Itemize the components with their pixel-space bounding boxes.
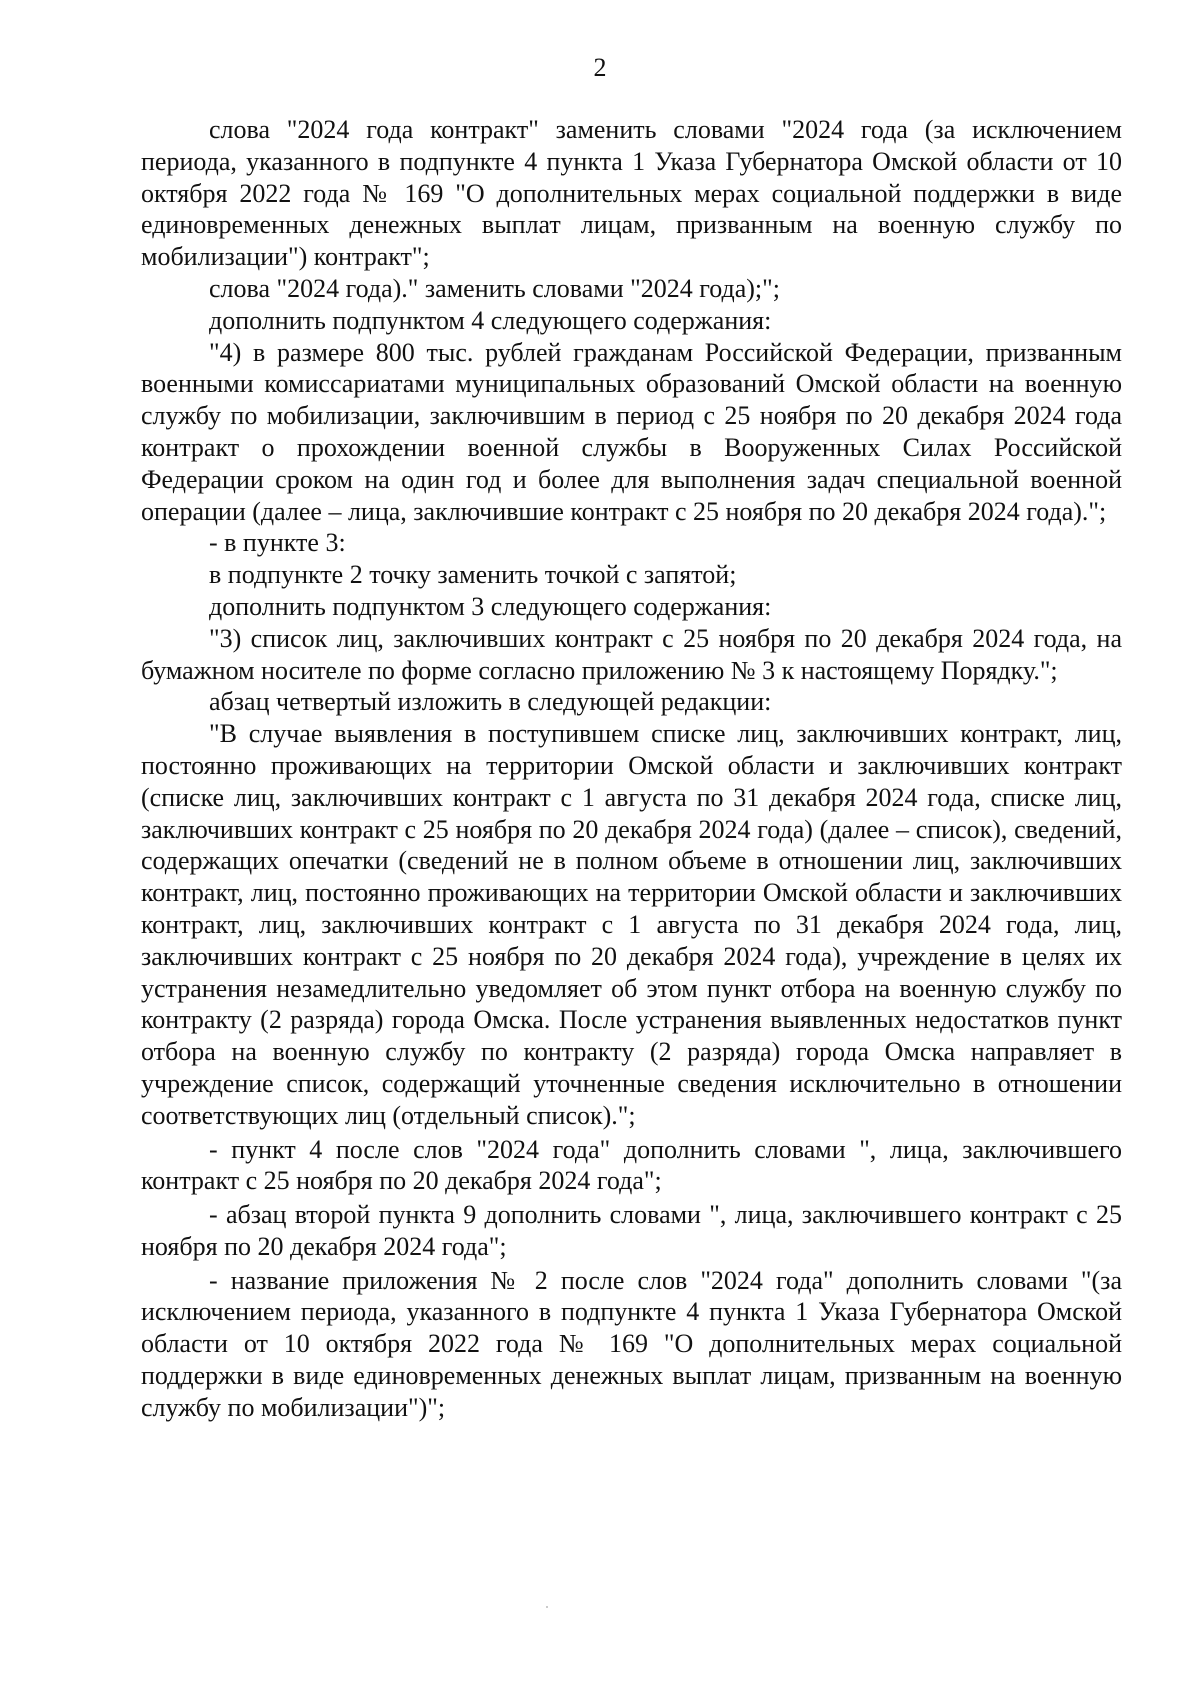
page-number: 2 bbox=[593, 53, 607, 82]
paragraph: - абзац второй пункта 9 дополнить словами ", лица, заключившего контракт с 25 ноября по 20 декабря 2024 года"; bbox=[141, 1200, 1122, 1261]
document-body bbox=[141, 114, 1122, 1424]
paragraph: в подпункте 2 точку заменить точкой с запятой; bbox=[209, 560, 737, 590]
paragraph: - в пункте 3: bbox=[209, 528, 346, 558]
paragraph: слова "2024 года контракт" заменить словами "2024 года (за исключением периода, указанного в подпункте 4 пункта 1 Указа Губернатора Омской области от 10 октября 2022 года № 169 "О дополнительных мерах социальной поддержки в виде единовременных денежных выплат лицам, призванным на военную службу по мобилизации") контракт"; bbox=[141, 115, 1122, 272]
paragraph: - пункт 4 после слов "2024 года" дополнить словами ", лица, заключившего контракт с 25 ноября по 20 декабря 2024 года"; bbox=[141, 1134, 1122, 1196]
paragraph: слова "2024 года)." заменить словами "2024 года);"; bbox=[209, 273, 780, 303]
paragraph: - название приложения № 2 после слов "2024 года" дополнить словами "(за исключением периода, указанного в подпункте 4 пункта 1 Указа Губернатора Омской области от 10 октября 2022 года № 169 "О дополнительных мерах социальной поддержки в виде единовременных денежных выплат лицам, призванным на военную службу по мобилизации")"; bbox=[141, 1265, 1122, 1422]
paragraph: абзац четвертый изложить в следующей редакции: bbox=[209, 687, 772, 717]
scan-speck bbox=[546, 1606, 548, 1608]
paragraph: дополнить подпунктом 4 следующего содержания: bbox=[209, 305, 772, 335]
paragraph: дополнить подпунктом 3 следующего содержания: bbox=[209, 591, 772, 621]
paragraph: "3) список лиц, заключивших контракт с 25 ноября по 20 декабря 2024 года, на бумажном носителе по форме согласно приложению № 3 к настоящему Порядку."; bbox=[141, 623, 1122, 685]
paragraph: "4) в размере 800 тыс. рублей гражданам Российской Федерации, призванным военными комиссариатами муниципальных образований Омской области на военную службу по мобилизации, заключившим в период с 25 ноября по 20 декабря 2024 года контракт о прохождении военной службы в Вооруженных Силах Российской Федерации сроком на один год и более для выполнения задач специальной военной операции (далее – лица, заключившие контракт с 25 ноября по 20 декабря 2024 года)."; bbox=[141, 337, 1122, 526]
paragraph: "В случае выявления в поступившем списке лиц, заключивших контракт, лиц, постоянно проживающих на территории Омской области и заключивших контракт (списке лиц, заключивших контракт с 1 августа по 31 декабря 2024 года, списке лиц, заключивших контракт с 25 ноября по 20 декабря 2024 года) (далее – список), сведений, содержащих опечатки (сведений не в полном объеме в отношении лиц, заключивших контракт, лиц, постоянно проживающих на территории Омской области и заключивших контракт, лиц, заключивших контракт с 1 августа по 31 декабря 2024 года, лиц, заключивших контракт с 25 ноября по 20 декабря 2024 года), учреждение в целях их устранения незамедлительно уведомляет об этом пункт отбора на военную службу по контракту (2 разряда) города Омска. После устранения выявленных недостатков пункт отбора на военную службу по контракту (2 разряда) города Омска направляет в учреждение список, содержащий уточненные сведения исключительно в отношении соответствующих лиц (отдельный список)."; bbox=[141, 719, 1122, 1130]
